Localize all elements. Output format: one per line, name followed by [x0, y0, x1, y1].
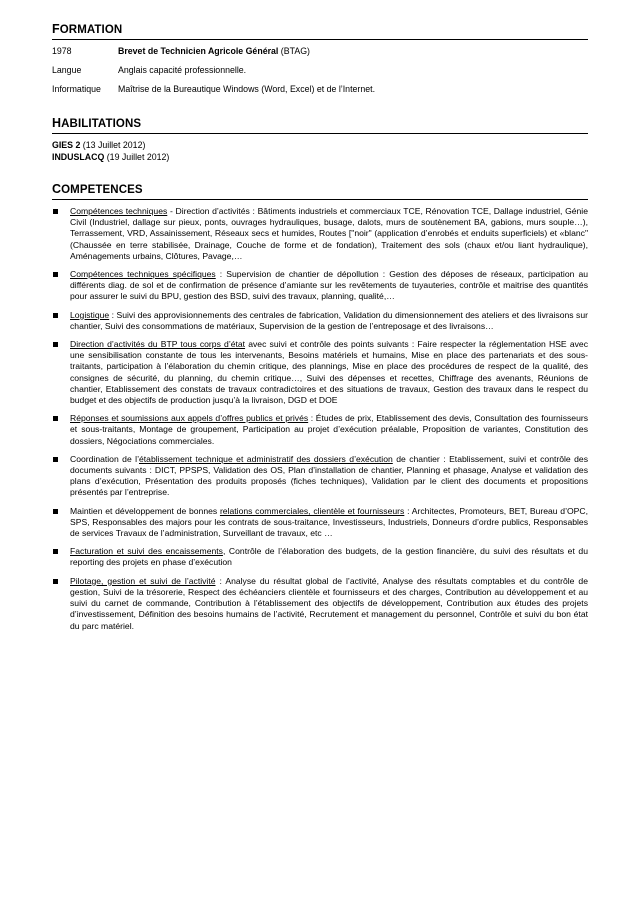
habilitation-date: (13 Juillet 2012) — [80, 140, 146, 150]
section-title-rest: OMPETENCES — [61, 184, 143, 196]
section-title-rest: ABILITATIONS — [61, 118, 142, 130]
formation-value — [118, 46, 588, 57]
competence-heading: Logistique — [70, 309, 110, 320]
formation-value — [118, 84, 588, 95]
competence-intro: Coordination de l’ — [70, 453, 139, 464]
competence-heading: Direction d’activités du BTP tous corps d’état — [70, 339, 246, 350]
competence-heading: Facturation et suivi des encaissements — [70, 546, 223, 557]
bullet-icon — [53, 272, 58, 277]
competences-list — [52, 206, 588, 632]
section-title-initial: H — [52, 116, 62, 130]
habilitation-item — [52, 140, 588, 152]
bullet-icon — [53, 579, 58, 584]
formation-key: Informatique — [52, 84, 101, 94]
formation-value-text: Anglais capacité professionnelle. — [118, 65, 247, 75]
formation-value-text: Maîtrise de la Bureautique Windows (Word, Excel) et de l’Internet. — [118, 84, 376, 94]
competence-heading: Compétences techniques spécifiques — [70, 269, 216, 280]
bullet-icon — [53, 416, 58, 421]
bullet-icon — [53, 342, 58, 347]
formation-row — [52, 46, 588, 57]
habilitation-date: (19 Juillet 2012) — [104, 151, 170, 162]
competence-heading: Compétences techniques — [70, 206, 168, 216]
habilitation-item — [52, 152, 588, 164]
competence-item — [52, 506, 588, 540]
competence-text: : Suivi des approvisionnements des centrales de fabrication, Validation du dimensionnement des ateliers et des livraisons sur chantier, Suivi des consommations de matériaux, Supervision de la gestion de l’entreposage et des livraisons… — [70, 309, 588, 331]
habilitation-name: GIES 2 — [52, 140, 81, 150]
competence-text: : Supervision de chantier de dépollution : Gestion des déposes de réseaux, participation au différents diag. de sol et de confirmation de présence d’amiante sur les revêtements de tuyauteries, contrôle et maitrise des quantités pour assurer le suivi du BPU, gestion des BSD, suivi des travaux, planning, qualité,… — [70, 269, 589, 302]
formation-value-bold: Brevet de Technicien Agricole Général — [118, 46, 279, 56]
formation-value — [118, 65, 588, 76]
formation-row — [52, 65, 588, 76]
bullet-icon — [53, 209, 58, 214]
competence-item — [52, 546, 588, 568]
competence-item — [52, 269, 588, 303]
formation-list — [52, 46, 588, 95]
habilitation-name: INDUSLACQ — [52, 151, 105, 162]
section-title-rest: ORMATION — [59, 24, 123, 36]
competence-text: : Études de prix, Etablissement des devis, Consultation des fournisseurs et sous-traitants, Montage de groupement, Participation au projet d’exécution préalable, Proposition de variantes, Constitution des dossiers, Négociations commerciales. — [70, 413, 589, 446]
competence-item — [52, 206, 588, 262]
section-title-competences — [52, 182, 588, 200]
competence-heading: établissement technique et administratif des dossiers d’exécution — [139, 453, 393, 464]
competence-heading: relations commerciales, clientèle et fournisseurs — [219, 505, 405, 516]
competence-text: - Direction d’activités : Bâtiments industriels et commerciaux TCE, Rénovation TCE, Dallage industriel, Génie Civil (Industriel, dallage sur pieux, ponts, ouvrages hydrauliques, busage, dalots, murs de soutènement BA, gabions, murs souple…), Terrassement, VRD, Assainissement, Réseaux secs et humides, Routes ["noir" (application d’enrobés et enduits superficiels) et «blanc" (Chaussée en terre stabilisée, Drainage, Couche de forme et de fondation), Traitement des sols (chaux et/ou liant hydraulique), Aménagements urbains, Clôtures, Pavage,… — [70, 206, 588, 261]
formation-row — [52, 84, 588, 95]
competence-heading: Pilotage, gestion et suivi de l’activité — [70, 575, 216, 586]
formation-key: 1978 — [52, 46, 72, 56]
bullet-icon — [53, 457, 58, 462]
competence-item — [52, 413, 588, 447]
bullet-icon — [53, 313, 58, 318]
competence-text: avec suivi et contrôle des points suivants : Faire respecter la réglementation HSE avec une sensibilisation constante de tous les intervenants, Besoins matériels et humains, Mise en place des partenariats et des sous-traitants, participation à l’élaboration du chemin critique, des plannings, Mise en place des procédures de respect de la qualité, des consignes de sécurité, du planning, du chemin critique…, Suivi des dépenses et recettes, Chiffrage des avenants, Réunions de chantier, Etablissement des constats de travaux contradictoires et des situations de travaux, Gestion des travaux dans le respect du budget et des objectifs de production jusqu’à la livraison, DGD et DOE — [70, 339, 588, 406]
competence-text: , Contrôle de l’élaboration des budgets, de la gestion financière, du suivi des résultats et du reporting des projets en phase d’exécution — [70, 546, 588, 568]
habilitations-list — [52, 140, 588, 163]
competence-item — [52, 454, 588, 499]
section-title-initial: C — [52, 182, 62, 196]
competence-text: : Architectes, Promoteurs, BET, Bureau d’OPC, SPS, Responsables des majors pour les contrats de sous-traitance, Investisseurs, Industriels, Donneurs d’ordre publics, Responsables de services Travaux de l’administration, Surveillant de travaux, etc … — [70, 505, 589, 539]
competence-intro: Maintien et développement de bonnes — [70, 505, 220, 516]
competence-text: : Analyse du résultat global de l’activité, Analyse des résultats comptables et du contrôle de gestion, Suivi de la trésorerie, Respect des échéanciers clientèle et fournisseurs et des charges, Contribution au développement et au suivi du carnet de commande, Contribution à l’établissement des objectifs de développement, Contribution aux études des projets d’investissement, Définition des besoins humains de l’activité, Recrutement et management du personnel, Contrôle et suivi du bon état du parc matériel. — [70, 575, 588, 631]
competence-heading: Réponses et soumissions aux appels d’offres publics et privés — [70, 413, 309, 424]
bullet-icon — [53, 549, 58, 554]
competence-text: de chantier : Etablissement, suivi et contrôle des documents suivants : DICT, PPSPS, Validation des OS, Plan d’installation de chantier, Planning et phasage, Analyse et validation des plans d’exécution, Présentation des produits proposés (fiches techniques), Validation par le client des documents et propositions présentés par l’entreprise. — [70, 453, 588, 498]
bullet-icon — [53, 509, 58, 514]
formation-key: Langue — [52, 65, 82, 75]
competence-item — [52, 576, 588, 632]
formation-value-text: (BTAG) — [278, 46, 310, 56]
section-title-habilitations — [52, 116, 588, 134]
section-title-formation — [52, 22, 588, 40]
section-title-initial: F — [52, 22, 60, 36]
competence-item — [52, 339, 588, 406]
competence-item — [52, 310, 588, 332]
resume-page — [52, 22, 588, 639]
